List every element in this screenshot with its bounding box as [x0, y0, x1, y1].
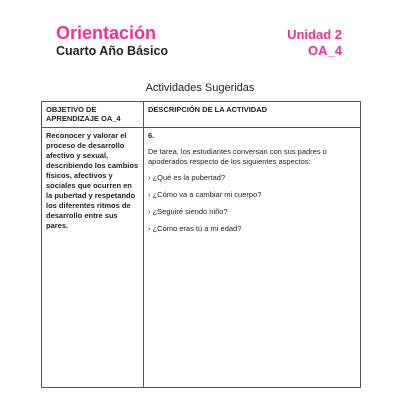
- activity-intro: De tarea, los estudiantes conversan con sus padres o apoderados respecto de los siguientes aspectos:: [148, 147, 327, 166]
- grade-subtitle: Cuarto Año Básico: [56, 44, 169, 58]
- question-item: › ¿Cómo eras tú a mi edad?: [148, 224, 242, 233]
- section-title: Actividades Sugeridas: [145, 82, 255, 94]
- activity-number: 6.: [148, 131, 155, 140]
- objective-code: OA_4: [308, 43, 342, 58]
- question-item: › ¿Cómo va a cambiar mi cuerpo?: [148, 190, 262, 199]
- description-column-header: DESCRIPCIÓN DE LA ACTIVIDAD: [144, 102, 361, 128]
- description-cell: [144, 128, 361, 388]
- table-header-row: [42, 102, 361, 128]
- objective-column-header: OBJETIVO DE APRENDIZAJE OA_4: [42, 102, 144, 128]
- table-row: [42, 128, 361, 388]
- activities-table: [41, 101, 361, 388]
- page-title: Orientación: [56, 23, 157, 43]
- question-item: › ¿Seguiré siendo niño?: [148, 207, 228, 216]
- question-item: › ¿Qué es la pubertad?: [148, 173, 226, 182]
- unit-label: Unidad 2: [287, 27, 342, 42]
- objective-cell: Reconocer y valorar el proceso de desarrollo afectivo y sexual, describiendo los cambios físicos, afectivos y sociales que ocurren en la pubertad y respetando los diferentes ritmos de desarrollo entre sus pares.: [42, 128, 144, 388]
